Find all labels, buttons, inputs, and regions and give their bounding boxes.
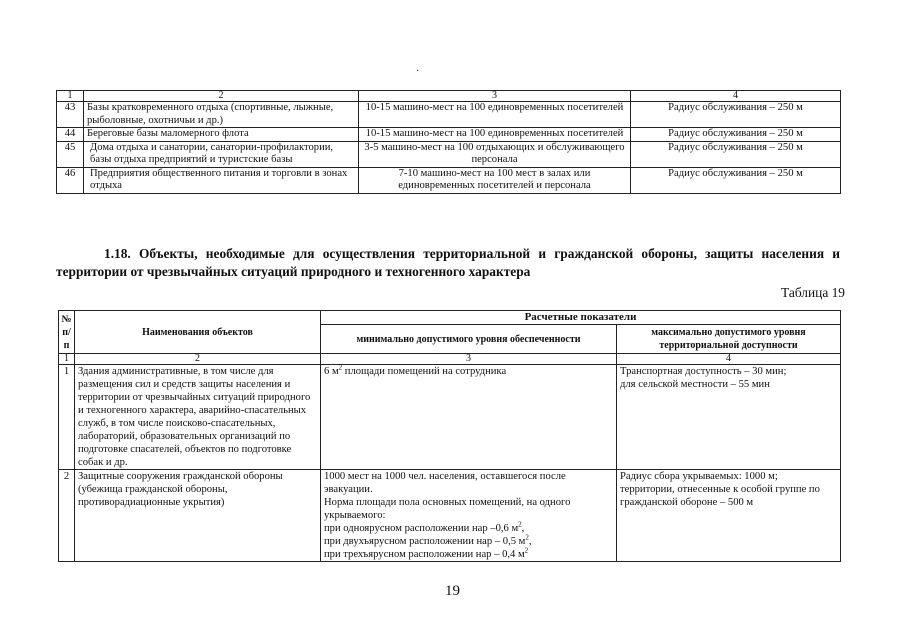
- table-row: [59, 470, 841, 562]
- service-radius: Радиус обслуживания – 250 м: [631, 167, 841, 193]
- table-row: [57, 128, 841, 142]
- min-item: при трехъярусном расположении нар – 0,4 $м^2$: [324, 546, 529, 560]
- min-item: при двухъярусном расположении нар – 0,5 $м^2$,: [324, 533, 532, 547]
- min-line: 1000 мест на 1000 чел. населения, оставшегося после эвакуации.: [324, 471, 566, 495]
- row-number: 43: [57, 102, 84, 128]
- column-header-group: Расчетные показатели: [321, 311, 841, 325]
- header-cell: 4: [631, 91, 841, 102]
- page-number: 19: [445, 583, 460, 599]
- index-row: [59, 354, 841, 365]
- stray-dot: ·: [416, 66, 420, 77]
- max-indicator: [617, 470, 841, 562]
- index-cell: 2: [75, 354, 321, 365]
- row-number: 2: [59, 470, 75, 562]
- top-table: [56, 90, 841, 194]
- column-header-name: Наименования объектов: [75, 311, 321, 354]
- max-line: Радиус сбора укрываемых: 1000 м;: [620, 471, 778, 482]
- table-row: [57, 102, 841, 128]
- index-cell: 3: [321, 354, 617, 365]
- max-indicator: [617, 365, 841, 470]
- header-cell: 2: [84, 91, 359, 102]
- object-name: Дома отдыха и санатории, санатории-профилактории, базы отдыха предприятий и туристские базы: [84, 141, 359, 167]
- row-number: 44: [57, 128, 84, 142]
- section-heading: 1.18. Объекты, необходимые для осуществления территориальной и гражданской обороны, защиты населения и территории от чрезвычайных ситуаций природного и техногенного характера: [56, 246, 840, 279]
- object-name: Здания административные, в том числе для размещения сил и средств защиты населения и территории от чрезвычайных ситуаций природного и техногенного характера, аварийно-спасательных служб, в том числе поисково-спасательных, лабораторий, образовательных организаций по подготовке спасателей, объектов по подготовке собак и др.: [75, 365, 321, 470]
- max-line: территории, отнесенные к особой группе по гражданской обороне – 500 м: [620, 484, 820, 508]
- service-radius: Радиус обслуживания – 250 м: [631, 128, 841, 142]
- header-cell: 1: [57, 91, 84, 102]
- object-name: Береговые базы маломерного флота: [84, 128, 359, 142]
- min-indicator: [321, 470, 617, 562]
- column-header-number: № п/п: [59, 311, 75, 354]
- service-radius: Радиус обслуживания – 250 м: [631, 141, 841, 167]
- row-number: 1: [59, 365, 75, 470]
- object-name: Предприятия общественного питания и торговли в зонах отдыха: [84, 167, 359, 193]
- index-cell: 4: [617, 354, 841, 365]
- calc-indicator: 3-5 машино-мест на 100 отдыхающих и обслуживающего персонала: [359, 141, 631, 167]
- table-row: [59, 365, 841, 470]
- min-indicator: 6 $м^2$ площади помещений на сотрудника: [321, 365, 617, 470]
- index-cell: 1: [59, 354, 75, 365]
- min-item: при одноярусном расположении нар –0,6 $м^2$,: [324, 520, 525, 534]
- max-line: для сельской местности – 55 мин: [620, 379, 770, 390]
- header-cell: 3: [359, 91, 631, 102]
- main-table: [58, 310, 841, 562]
- object-name: Защитные сооружения гражданской обороны (убежища гражданской обороны, противорадиационные укрытия): [75, 470, 321, 562]
- table-row: [57, 167, 841, 193]
- column-header-max: максимально допустимого уровня территориальной доступности: [617, 325, 841, 354]
- table-label: Таблица 19: [781, 285, 845, 300]
- main-table-header-row: [59, 311, 841, 325]
- row-number: 46: [57, 167, 84, 193]
- row-number: 45: [57, 141, 84, 167]
- object-name: Базы кратковременного отдыха (спортивные, лыжные, рыболовные, охотничьи и др.): [84, 102, 359, 128]
- column-header-min: минимально допустимого уровня обеспеченности: [321, 325, 617, 354]
- min-line: Норма площади пола основных помещений, на одного укрываемого:: [324, 497, 571, 521]
- table-row: [57, 141, 841, 167]
- max-line: Транспортная доступность – 30 мин;: [620, 366, 787, 377]
- top-table-header-row: [57, 91, 841, 102]
- calc-indicator: 10-15 машино-мест на 100 единовременных посетителей: [359, 128, 631, 142]
- service-radius: Радиус обслуживания – 250 м: [631, 102, 841, 128]
- calc-indicator: 10-15 машино-мест на 100 единовременных посетителей: [359, 102, 631, 128]
- calc-indicator: 7-10 машино-мест на 100 мест в залах или единовременных посетителей и персонала: [359, 167, 631, 193]
